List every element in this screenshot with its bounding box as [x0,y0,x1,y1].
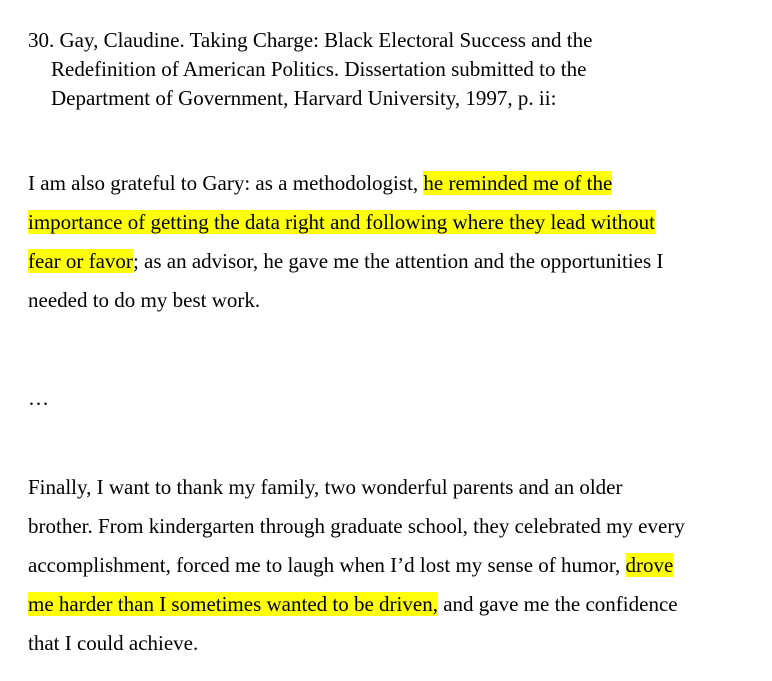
highlighted-text: importance of getting the data right and following where they lead without [28,210,655,234]
paragraph-line [28,507,766,546]
plain-text: accomplishment, forced me to laugh when I’d lost my sense of humor, [28,553,626,577]
citation-line-1: 30. Gay, Claudine. Taking Charge: Black Electoral Success and the [28,28,593,52]
citation-line-2: Redefinition of American Politics. Dissertation submitted to the [51,57,587,81]
highlighted-text: me harder than I sometimes wanted to be driven, [28,592,438,616]
plain-text: I am also grateful to Gary: as a methodologist, [28,171,424,195]
paragraph-line [28,242,766,281]
plain-text: Finally, I want to thank my family, two wonderful parents and an older [28,475,623,499]
acknowledgment-paragraph-gary [28,164,766,320]
plain-text: needed to do my best work. [28,288,261,312]
paragraph-line [28,164,766,203]
highlighted-text: drove [625,553,674,577]
plain-text: brother. From kindergarten through graduate school, they celebrated my every [28,514,685,538]
plain-text: that I could achieve. [28,631,199,655]
plain-text: and gave me the confidence [437,592,678,616]
paragraph-line [28,624,766,663]
highlighted-text: fear or favor [28,249,133,273]
paragraph-line [28,585,766,624]
citation-block [28,26,758,113]
acknowledgment-paragraph-family [28,468,766,663]
plain-text: ; as an advisor, he gave me the attention and the opportunities I [132,249,664,273]
paragraph-line [28,468,766,507]
citation-line-3: Department of Government, Harvard University, 1997, p. ii: [51,86,557,110]
highlighted-text: he reminded me of the [423,171,613,195]
paragraph-line [28,203,766,242]
paragraph-line [28,281,766,320]
paragraph-line [28,546,766,585]
ellipsis: … [28,386,49,410]
